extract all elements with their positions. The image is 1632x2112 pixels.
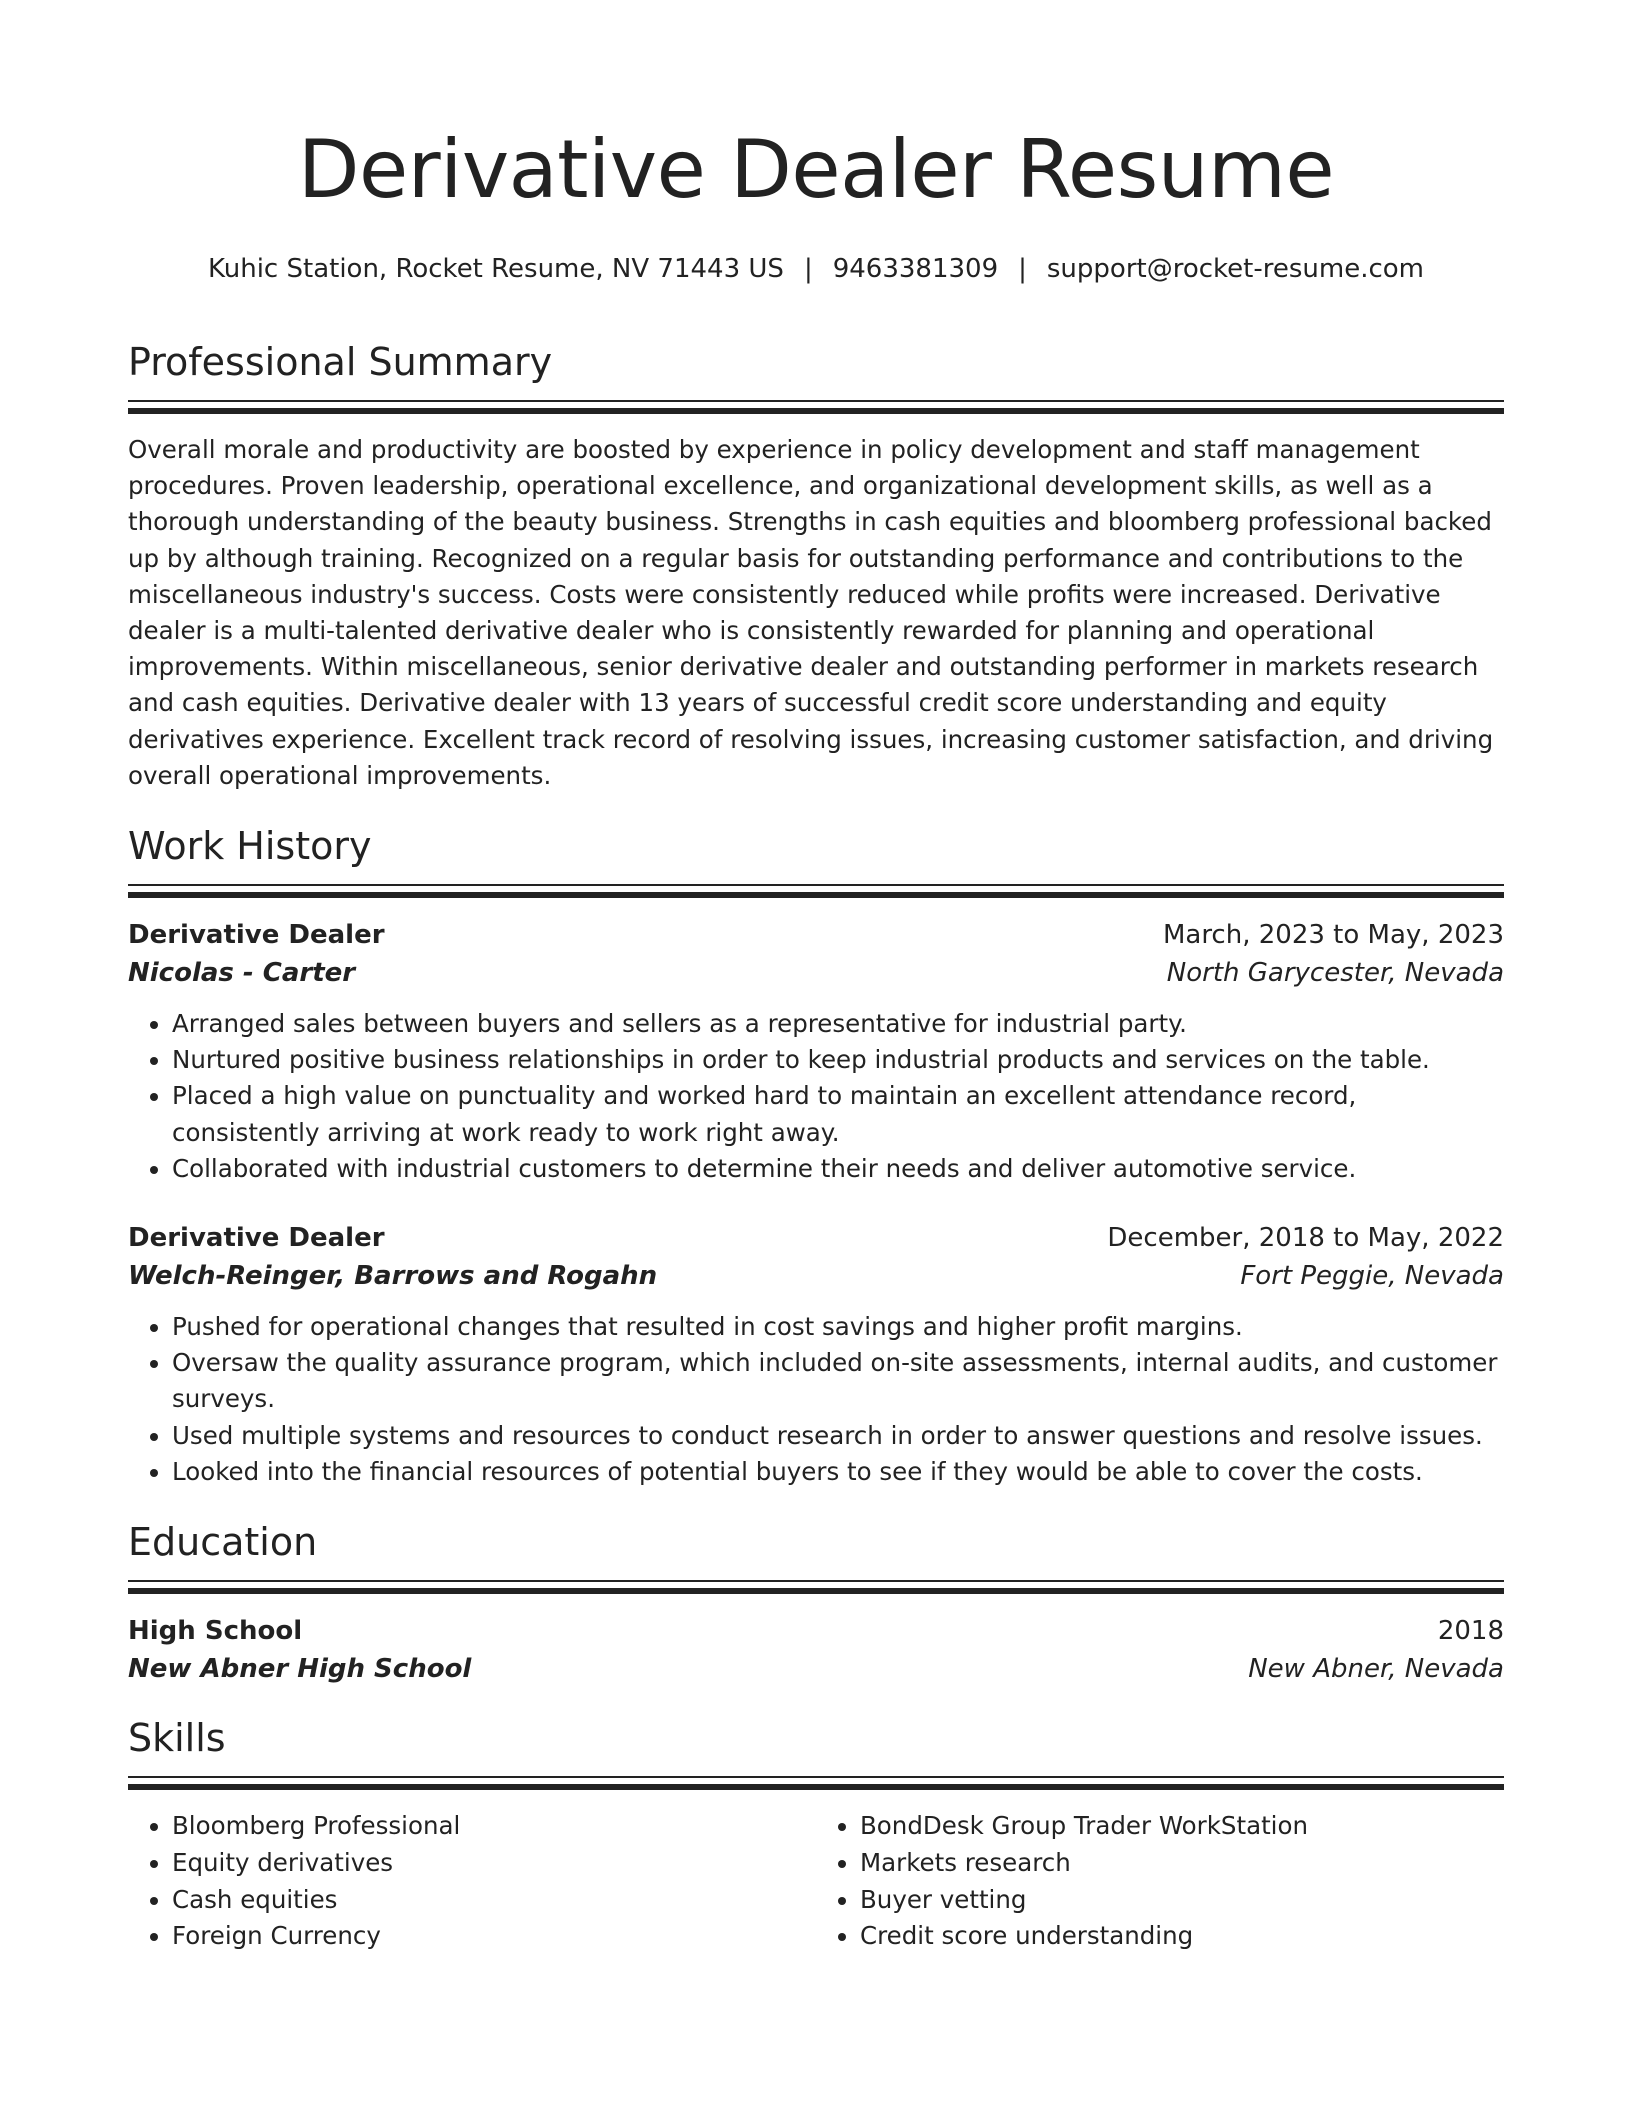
section-divider — [128, 1776, 1504, 1790]
job-employer: Welch-Reinger, Barrows and Rogahn — [128, 1261, 658, 1292]
summary-heading: Professional Summary — [128, 340, 553, 384]
work-history-heading: Work History — [128, 824, 372, 869]
skills-list-left — [128, 1808, 816, 1955]
education-location: New Abner, Nevada — [1248, 1654, 1504, 1685]
job-dates: March, 2023 to May, 2023 — [1162, 920, 1504, 951]
job-location: Fort Peggie, Nevada — [1240, 1261, 1504, 1292]
job-bullet: • Used multiple systems and resources to conduct research in order to answer questions and resolve issues. — [172, 1418, 1504, 1454]
skill-item: • Foreign Currency — [172, 1918, 816, 1955]
education-entry — [128, 1612, 1504, 1688]
skill-item: • Markets research — [860, 1845, 1504, 1882]
education-section — [128, 1518, 1504, 1688]
job-bullet: • Nurtured positive business relationships in order to keep industrial products and services on the table. — [172, 1042, 1504, 1078]
job-bullet: • Collaborated with industrial customers to determine their needs and deliver automotive service. — [172, 1151, 1504, 1187]
skills-list-right — [816, 1808, 1504, 1955]
job-bullets — [128, 1309, 1504, 1490]
job-employer: Nicolas - Carter — [128, 958, 356, 989]
summary-text: Overall morale and productivity are boosted by experience in policy development and staff management procedures. Proven leadership, operational excellence, and organizational development skills, as well as a thorough understanding of the beauty business. Strengths in cash equities and bloomberg professional backed up by although training. Recognized on a regular basis for outstanding performance and contributions to the miscellaneous industry's success. Costs were consistently reduced while profits were increased. Derivative dealer is a multi-talented derivative dealer who is consistently rewarded for planning and operational improvements. Within miscellaneous, senior derivative dealer and outstanding performer in markets research and cash equities. Derivative dealer with 13 years of successful credit score understanding and equity derivatives experience. Excellent track record of resolving issues, increasing customer satisfaction, and driving overall operational improvements. — [128, 435, 1494, 790]
skill-item: • Credit score understanding — [860, 1918, 1504, 1955]
job-title: Derivative Dealer — [128, 1223, 385, 1254]
job-dates: December, 2018 to May, 2022 — [1107, 1223, 1504, 1254]
skill-item: • Cash equities — [172, 1882, 816, 1919]
job-bullet: • Pushed for operational changes that resulted in cost savings and higher profit margins. — [172, 1309, 1504, 1345]
job-bullet: • Oversaw the quality assurance program, which included on-site assessments, internal audits, and customer surveys. — [172, 1345, 1504, 1417]
education-heading: Education — [128, 1520, 318, 1565]
skills-heading: Skills — [128, 1716, 226, 1761]
contact-phone: 9463381309 — [832, 254, 999, 284]
contact-line — [128, 252, 1504, 286]
skills-section — [128, 1714, 1504, 1955]
resume-title: Derivative Dealer Resume — [297, 123, 1335, 216]
job-bullet: • Arranged sales between buyers and sellers as a representative for industrial party. — [172, 1006, 1504, 1042]
skill-item: • Bloomberg Professional — [172, 1808, 816, 1845]
job-entry — [128, 1219, 1504, 1490]
education-degree: High School — [128, 1616, 303, 1647]
job-title: Derivative Dealer — [128, 920, 385, 951]
job-location: North Garycester, Nevada — [1166, 958, 1504, 989]
summary-section — [128, 338, 1504, 794]
contact-separator: | — [803, 254, 813, 284]
job-bullets — [128, 1006, 1504, 1187]
education-school: New Abner High School — [128, 1654, 472, 1685]
skills-columns — [128, 1808, 1504, 1955]
skill-item: • Equity derivatives — [172, 1845, 816, 1882]
section-divider — [128, 884, 1504, 898]
section-divider — [128, 400, 1504, 414]
contact-email: support@rocket-resume.com — [1046, 254, 1424, 284]
skill-item: • BondDesk Group Trader WorkStation — [860, 1808, 1504, 1845]
section-divider — [128, 1580, 1504, 1594]
contact-separator: | — [1018, 254, 1027, 284]
job-bullet: • Placed a high value on punctuality and worked hard to maintain an excellent attendance record, consistently arriving at work ready to work right away. — [172, 1078, 1504, 1150]
job-bullet: • Looked into the financial resources of potential buyers to see if they would be able to cover the costs. — [172, 1454, 1504, 1490]
job-entry — [128, 916, 1504, 1187]
education-year: 2018 — [1437, 1616, 1504, 1647]
skill-item: • Buyer vetting — [860, 1882, 1504, 1919]
contact-address: Kuhic Station, Rocket Resume, NV 71443 US — [208, 254, 784, 284]
work-history-section — [128, 822, 1504, 1490]
